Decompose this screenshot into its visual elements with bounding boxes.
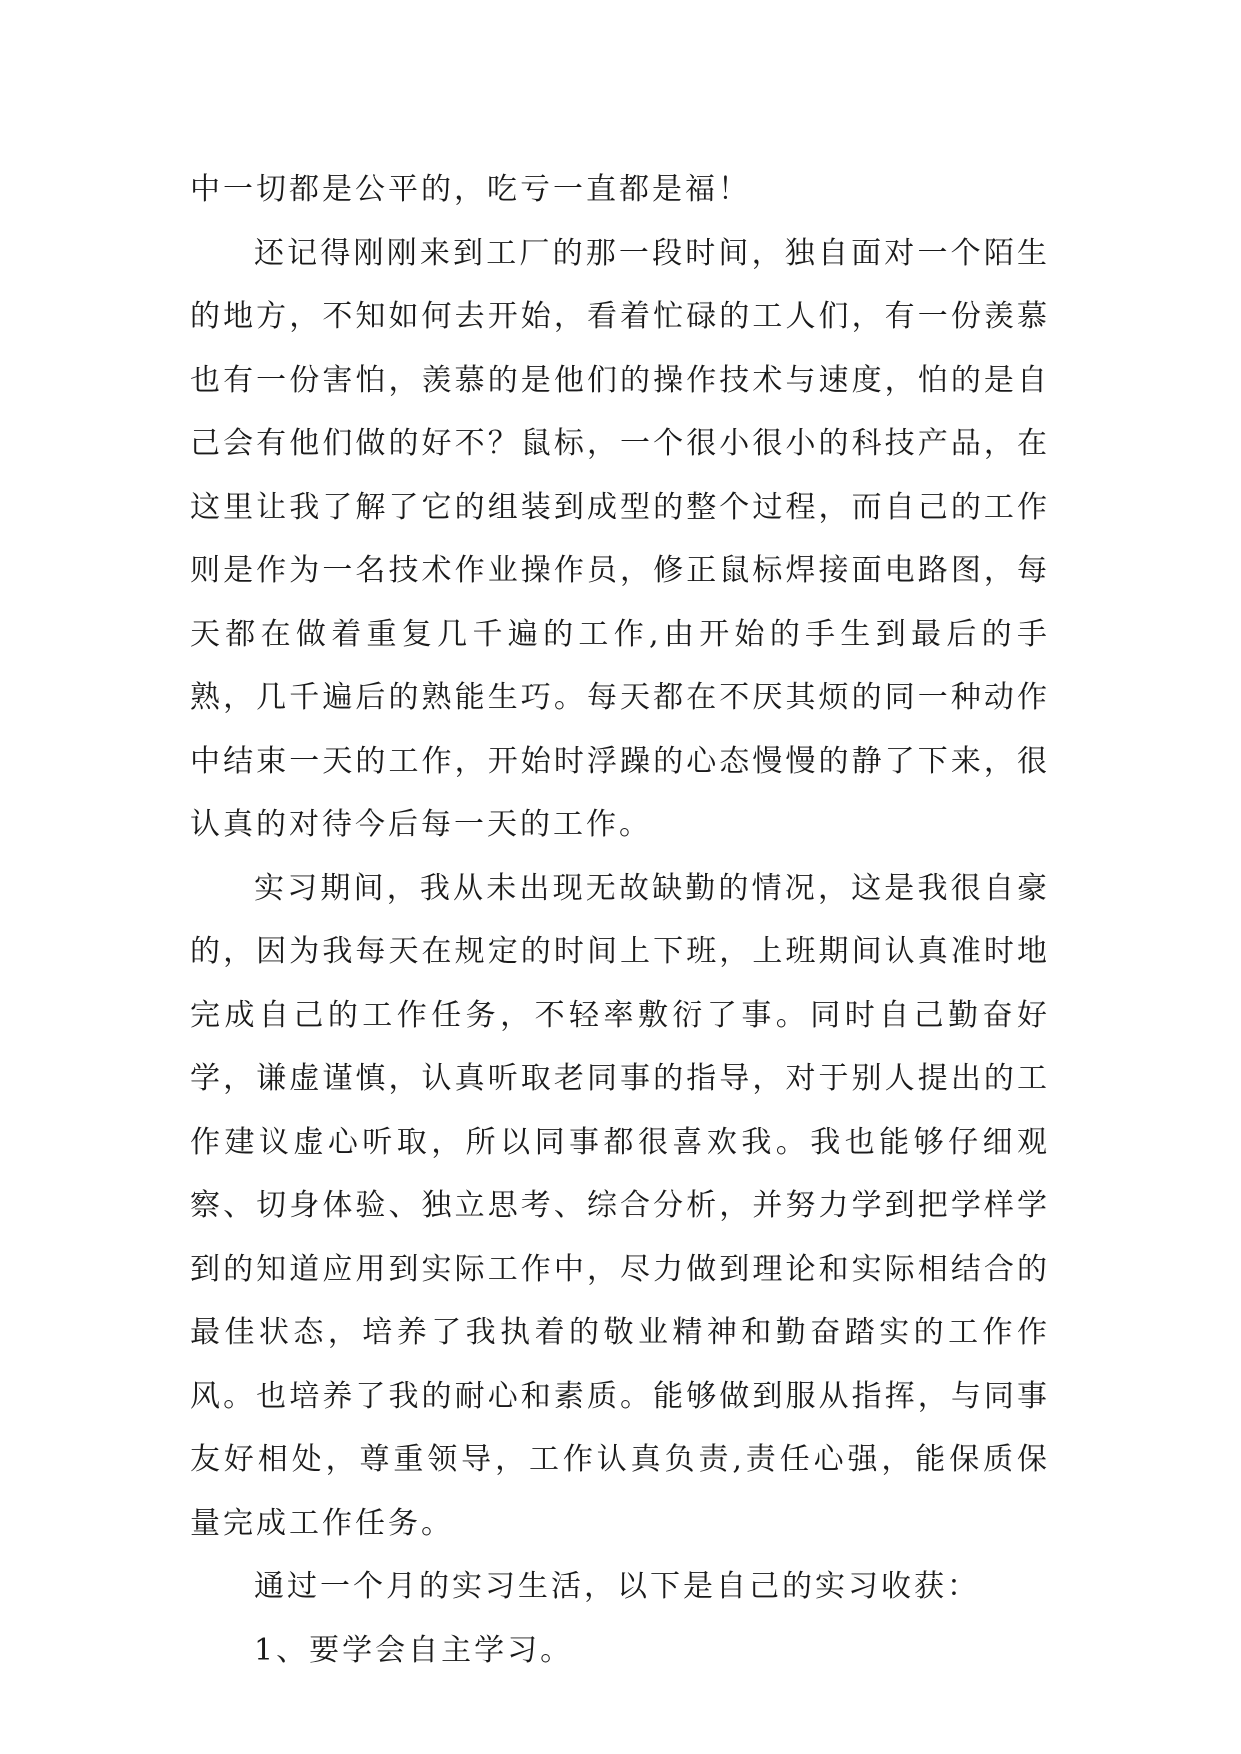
paragraph-factory-experience: 还记得刚刚来到工厂的那一段时间，独自面对一个陌生的地方，不知如何去开始，看着忙碌的工人们，有一份羡慕也有一份害怕，羡慕的是他们的操作技术与速度，怕的是自己会有他们做的好不？鼠标，一个很小很小的科技产品，在这里让我了解了它的组装到成型的整个过程，而自己的工作则是作为一名技术作业操作员，修正鼠标焊接面电路图，每天都在做着重复几千遍的工作,由开始的手生到最后的手熟，几千遍后的熟能生巧。每天都在不厌其烦的同一种动作中结束一天的工作，开始时浮躁的心态慢慢的静了下来，很认真的对待今后每一天的工作。 <box>190 235 1050 842</box>
body-text <box>190 158 1050 1682</box>
paragraph-gains-intro: 通过一个月的实习生活，以下是自己的实习收获： <box>254 1569 980 1604</box>
paragraph-internship-conduct: 实习期间，我从未出现无故缺勤的情况，这是我很自豪的，因为我每天在规定的时间上下班，上班期间认真准时地完成自己的工作任务，不轻率敷衍了事。同时自己勤奋好学，谦虚谨慎，认真听取老同事的指导，对于别人提出的工作建议虚心听取，所以同事都很喜欢我。我也能够仔细观察、切身体验、独立思考、综合分析，并努力学到把学样学到的知道应用到实际工作中，尽力做到理论和实际相结合的最佳状态，培养了我执着的敬业精神和勤奋踏实的工作作风。也培养了我的耐心和素质。能够做到服从指挥，与同事友好相处，尊重领导，工作认真负责,责任心强，能保质保量完成工作任务。 <box>190 870 1050 1541</box>
list-item-self-study: 1、要学会自主学习。 <box>254 1632 574 1668</box>
paragraph-continuation: 中一切都是公平的，吃亏一直都是福！ <box>190 172 751 207</box>
